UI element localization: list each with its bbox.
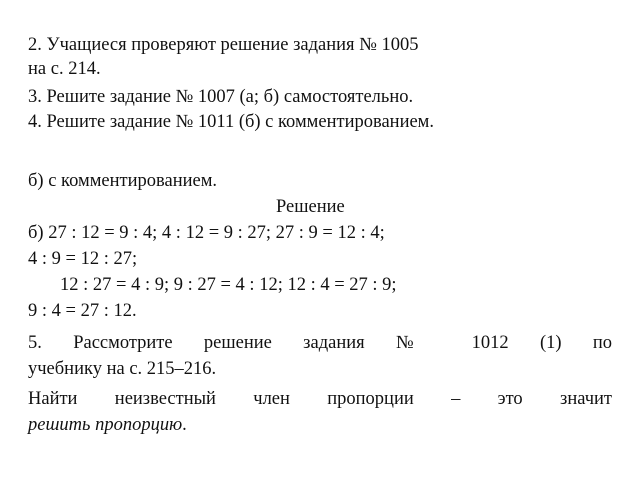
definition-line-1: Найти неизвестный член пропорции – это значит	[28, 389, 612, 409]
task-2-line-2: на с. 214.	[28, 59, 101, 79]
subtask-heading: б) с комментированием.	[28, 171, 218, 191]
solution-line-4: 9 : 4 = 27 : 12.	[28, 301, 137, 321]
task-5-line-2: учебнику на с. 215–216.	[28, 359, 217, 379]
solution-line-3: 12 : 27 = 4 : 9; 9 : 27 = 4 : 12; 12 : 4 = 27 : 9;	[60, 275, 397, 295]
task-4-line: 4. Решите задание № 1011 (б) с комментированием.	[28, 112, 435, 132]
definition-italic-term: решить пропорцию	[28, 415, 183, 435]
task-2-line-1: 2. Учащиеся проверяют решение задания № 1005	[28, 35, 419, 55]
task-5-line-1: 5. Рассмотрите решение задания № 1012 (1) по	[28, 333, 612, 353]
definition-period: .	[182, 415, 187, 435]
solution-line-1: б) 27 : 12 = 9 : 4; 4 : 12 = 9 : 27; 27 : 9 = 12 : 4;	[28, 223, 385, 243]
task-3-line: 3. Решите задание № 1007 (а; б) самостоятельно.	[28, 87, 414, 107]
definition-line-2	[28, 414, 187, 436]
solution-line-2: 4 : 9 = 12 : 27;	[28, 249, 138, 269]
solution-heading: Решение	[276, 197, 345, 217]
